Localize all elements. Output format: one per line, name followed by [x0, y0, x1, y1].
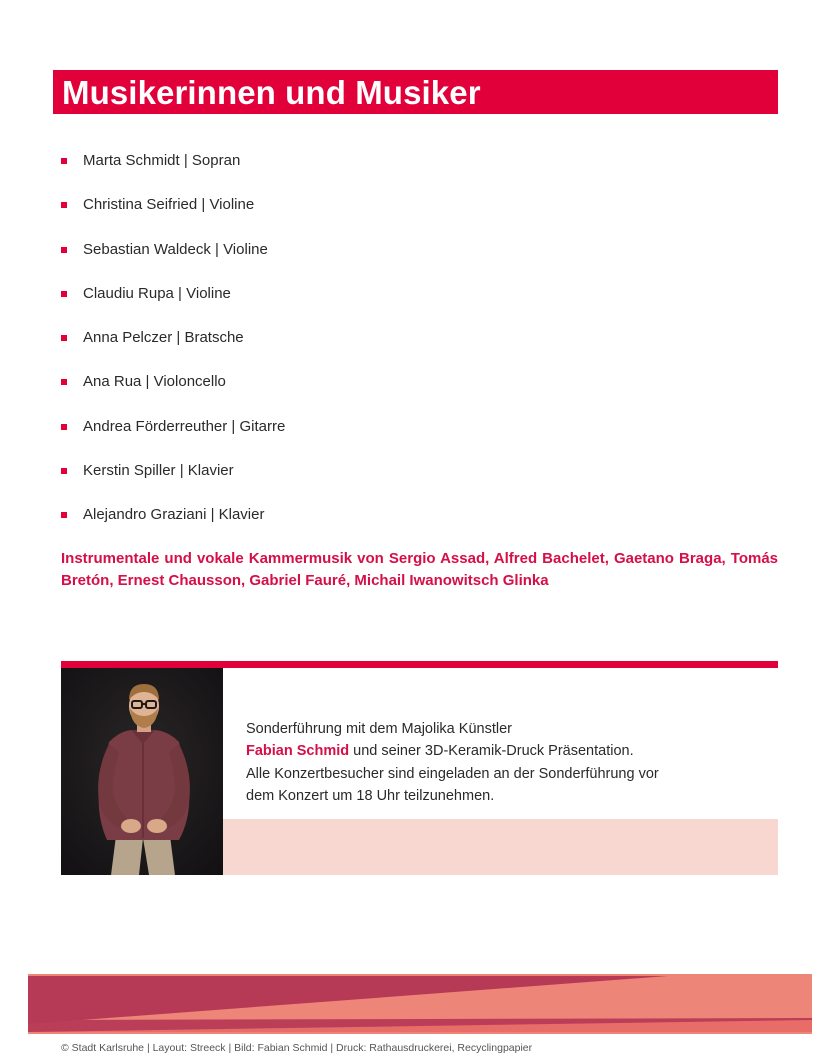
bullet-icon — [61, 379, 67, 385]
page-title: Musikerinnen und Musiker — [62, 74, 481, 111]
bullet-icon — [61, 202, 67, 208]
musician-entry: Claudiu Rupa | Violine — [83, 284, 231, 302]
info-line-3: Alle Konzertbesucher sind eingeladen an der Sonderführung vor — [246, 765, 659, 782]
musician-entry: Alejandro Graziani | Klavier — [83, 506, 265, 524]
musician-entry: Ana Rua | Violoncello — [83, 373, 226, 391]
info-box-top-rule — [61, 661, 778, 668]
bullet-icon — [61, 158, 67, 164]
program-description: Instrumentale und vokale Kammermusik von Sergio Assad, Alfred Bachelet, Gaetano Braga, Tomás Bretón, Ernest Chausson, Gabriel Fauré, Michail Iwanowitsch Glinka — [61, 550, 778, 589]
musician-entry: Kerstin Spiller | Klavier — [83, 462, 234, 480]
bullet-icon — [61, 335, 67, 341]
list-item — [61, 283, 761, 327]
bullet-icon — [61, 512, 67, 518]
info-line-2-text: und seiner 3D-Keramik-Druck Präsentation. — [349, 743, 634, 760]
info-line-4: dem Konzert um 18 Uhr teilzunehmen. — [246, 787, 495, 804]
bullet-icon — [61, 468, 67, 474]
bullet-icon — [61, 424, 67, 430]
artist-photo — [61, 668, 223, 875]
artist-portrait-icon — [61, 668, 223, 875]
list-item — [61, 239, 761, 283]
footer-decoration — [28, 974, 812, 1034]
list-item — [61, 416, 761, 460]
musician-entry: Christina Seifried | Violine — [83, 196, 255, 214]
bullet-icon — [61, 247, 67, 253]
list-item — [61, 194, 761, 238]
list-item — [61, 150, 761, 194]
list-item — [61, 504, 761, 548]
bullet-icon — [61, 291, 67, 297]
footer-credits: © Stadt Karlsruhe | Layout: Streeck | Bild: Fabian Schmid | Druck: Rathausdruckerei, Recyclingpapier — [61, 1042, 533, 1054]
info-line-2 — [246, 740, 766, 762]
info-text — [246, 718, 766, 807]
musician-entry: Anna Pelczer | Bratsche — [83, 329, 244, 347]
title-bar — [53, 70, 778, 114]
musician-entry: Sebastian Waldeck | Violine — [83, 240, 268, 258]
musician-entry: Marta Schmidt | Sopran — [83, 152, 241, 169]
info-pink-band — [223, 819, 778, 875]
artist-name: Fabian Schmid — [246, 743, 350, 760]
info-line-1: Sonderführung mit dem Majolika Künstler — [246, 721, 512, 737]
musician-list — [61, 150, 761, 549]
list-item — [61, 460, 761, 504]
footer-stripes-icon — [28, 974, 812, 1034]
list-item — [61, 371, 761, 415]
musician-entry: Andrea Förderreuther | Gitarre — [83, 417, 286, 435]
list-item — [61, 327, 761, 371]
